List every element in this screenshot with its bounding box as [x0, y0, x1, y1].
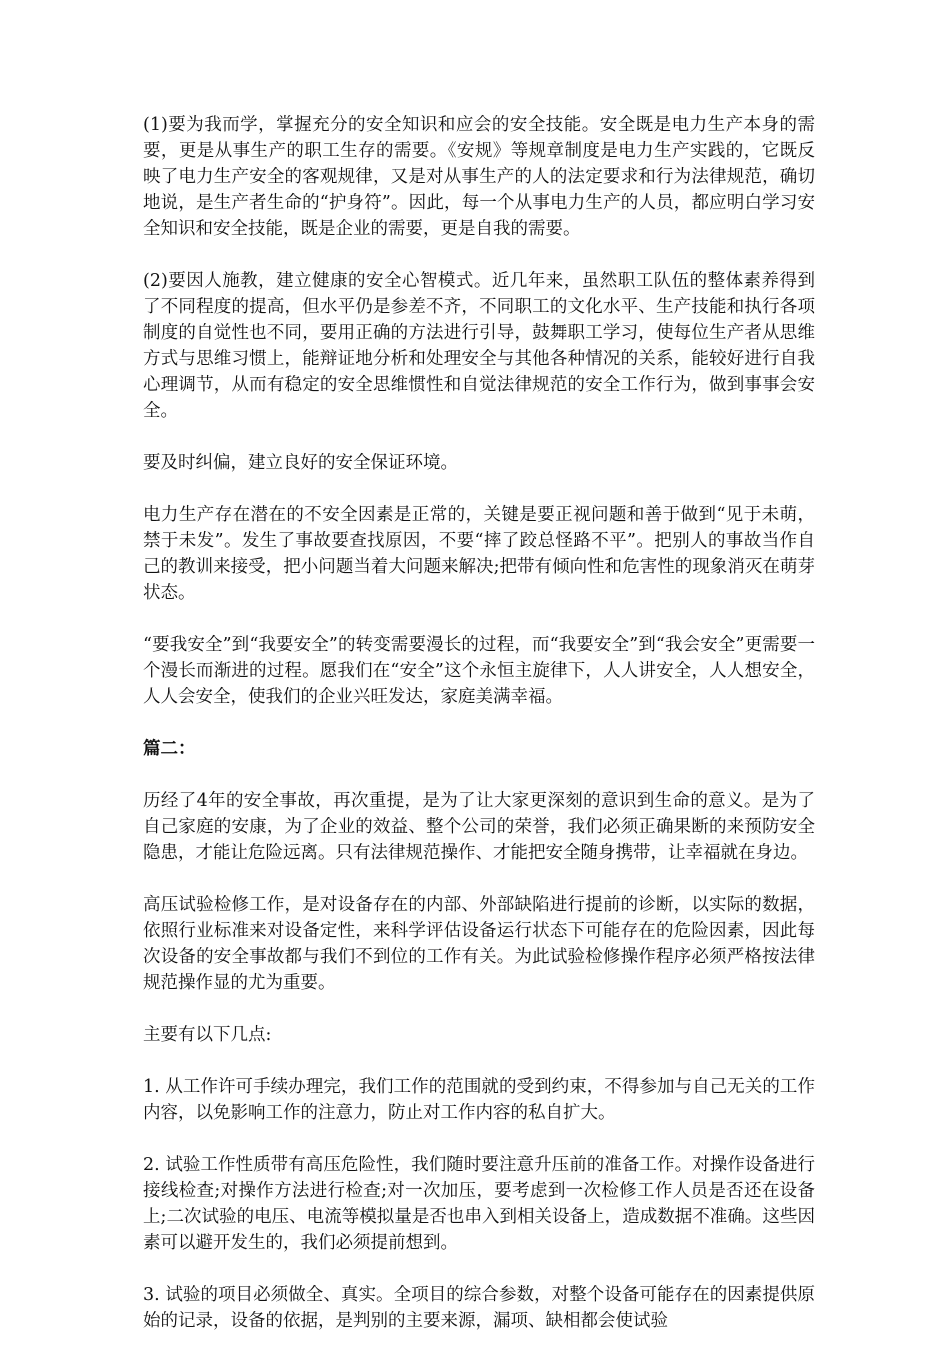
- paragraph-safety-transition: “要我安全”到“我要安全”的转变需要漫长的过程，而“我要安全”到“我会安全”更需要一个漫长而渐进的过程。愿我们在“安全”这个永恒主旋律下，人人讲安全，人人想安全，人人会安全，使我们的企业兴旺发达，家庭美满幸福。: [143, 635, 815, 707]
- list-item-point-1: 1. 从工作许可手续办理完，我们工作的范围就的受到约束，不得参加与自己无关的工作内容，以免影响工作的注意力，防止对工作内容的私自扩大。: [143, 1077, 815, 1123]
- list-item-point-3: 3. 试验的项目必须做全、真实。全项目的综合参数，对整个设备可能存在的因素提供原始的记录，设备的依据，是判别的主要来源，漏项、缺相都会使试验: [143, 1285, 815, 1331]
- paragraph-high-voltage-test: 高压试验检修工作，是对设备存在的内部、外部缺陷进行提前的诊断，以实际的数据，依照行业标准来对设备定性，来科学评估设备运行状态下可能存在的危险因素，因此每次设备的安全事故都与我们不到位的工作有关。为此试验检修操作程序必须严格按法律规范操作显的尤为重要。: [143, 895, 815, 993]
- paragraph-hidden-hazards: 电力生产存在潜在的不安全因素是正常的，关键是要正视问题和善于做到“见于未萌，禁于未发”。发生了事故要查找原因，不要“摔了跤总怪路不平”。把别人的事故当作自己的教训来接受，把小问题当着大问题来解决;把带有倾向性和危害性的现象消灭在萌芽状态。: [143, 505, 815, 603]
- paragraph-teach-by-person: (2)要因人施教，建立健康的安全心智模式。近几年来，虽然职工队伍的整体素养得到了不同程度的提高，但水平仍是参差不齐，不同职工的文化水平、生产技能和执行各项制度的自觉性也不同，要用正确的方法进行引导，鼓舞职工学习，使每位生产者从思维方式与思维习惯上，能辩证地分析和处理安全与其他各种情况的关系，能较好进行自我心理调节，从而有稳定的安全思维惯性和自觉法律规范的安全工作行为，做到事事会安全。: [143, 271, 815, 421]
- paragraph-study-safety: (1)要为我而学，掌握充分的安全知识和应会的安全技能。安全既是电力生产本身的需要，更是从事生产的职工生存的需要。《安规》等规章制度是电力生产实践的，它既反映了电力生产安全的客观规律，又是对从事生产的人的法定要求和行为法律规范，确切地说，是生产者生命的“护身符”。因此，每一个从事电力生产的人员，都应明白学习安全知识和安全技能，既是企业的需要，更是自我的需要。: [143, 115, 815, 239]
- document-body: [143, 112, 815, 1360]
- paragraph-correct-deviation: 要及时纠偏，建立良好的安全保证环境。: [143, 453, 458, 473]
- list-item-point-2: 2. 试验工作性质带有高压危险性，我们随时要注意升压前的准备工作。对操作设备进行接线检查;对操作方法进行检查;对一次加压，要考虑到一次检修工作人员是否还在设备上;二次试验的电压、电流等模拟量是否也串入到相关设备上，造成数据不准确。这些因素可以避开发生的，我们必须提前想到。: [143, 1155, 815, 1253]
- paragraph-four-years: 历经了4年的安全事故，再次重提，是为了让大家更深刻的意识到生命的意义。是为了自己家庭的安康，为了企业的效益、整个公司的荣誉，我们必须正确果断的来预防安全隐患，才能让危险远离。只有法律规范操作、才能把安全随身携带，让幸福就在身边。: [143, 791, 815, 863]
- section-heading: 篇二：: [143, 739, 196, 759]
- paragraph-main-points: 主要有以下几点:: [143, 1025, 272, 1045]
